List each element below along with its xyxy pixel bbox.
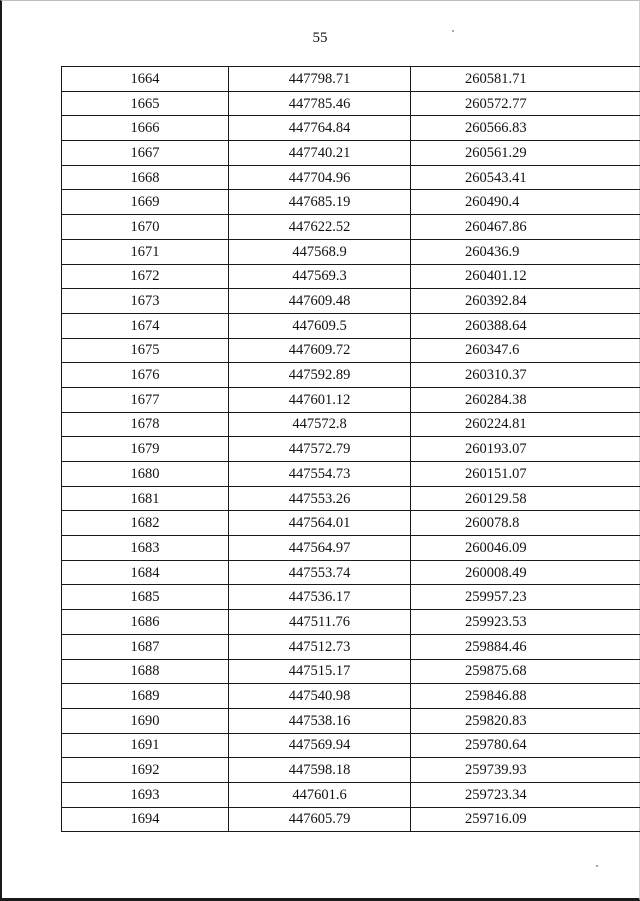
table-row	[62, 511, 640, 536]
point-number-cell: 1693	[62, 782, 229, 807]
point-number-cell: 1670	[62, 215, 229, 240]
y-coordinate-cell: 259875.68	[411, 659, 640, 684]
page-number: 55	[312, 30, 328, 46]
x-coordinate-cell: 447740.21	[229, 141, 411, 166]
point-number-cell: 1677	[62, 387, 229, 412]
y-coordinate-cell: 260566.83	[411, 116, 640, 141]
y-coordinate-cell: 259739.93	[411, 758, 640, 783]
y-coordinate-cell: 259923.53	[411, 610, 640, 635]
y-coordinate-cell: 260224.81	[411, 412, 640, 437]
point-number-cell: 1683	[62, 536, 229, 561]
y-coordinate-cell: 260310.37	[411, 363, 640, 388]
point-number-cell: 1671	[62, 239, 229, 264]
point-number-cell: 1669	[62, 190, 229, 215]
table-row	[62, 733, 640, 758]
table-row	[62, 708, 640, 733]
x-coordinate-cell: 447568.9	[229, 239, 411, 264]
point-number-cell: 1684	[62, 560, 229, 585]
y-coordinate-cell: 260347.6	[411, 338, 640, 363]
y-coordinate-cell: 260046.09	[411, 536, 640, 561]
table-row	[62, 190, 640, 215]
y-coordinate-cell: 260129.58	[411, 486, 640, 511]
table-row	[62, 338, 640, 363]
scan-speck	[452, 30, 454, 32]
x-coordinate-cell: 447572.8	[229, 412, 411, 437]
x-coordinate-cell: 447540.98	[229, 684, 411, 709]
point-number-cell: 1666	[62, 116, 229, 141]
point-number-cell: 1676	[62, 363, 229, 388]
y-coordinate-cell: 260193.07	[411, 437, 640, 462]
table-row	[62, 782, 640, 807]
x-coordinate-cell: 447564.97	[229, 536, 411, 561]
y-coordinate-cell: 260078.8	[411, 511, 640, 536]
point-number-cell: 1667	[62, 141, 229, 166]
table-row	[62, 215, 640, 240]
table-row	[62, 165, 640, 190]
table-row	[62, 91, 640, 116]
y-coordinate-cell: 260490.4	[411, 190, 640, 215]
point-number-cell: 1680	[62, 462, 229, 487]
y-coordinate-cell: 260581.71	[411, 67, 640, 92]
point-number-cell: 1692	[62, 758, 229, 783]
point-number-cell: 1679	[62, 437, 229, 462]
point-number-cell: 1689	[62, 684, 229, 709]
point-number-cell: 1691	[62, 733, 229, 758]
x-coordinate-cell: 447601.6	[229, 782, 411, 807]
x-coordinate-cell: 447564.01	[229, 511, 411, 536]
point-number-cell: 1678	[62, 412, 229, 437]
table-row	[62, 412, 640, 437]
table-row	[62, 560, 640, 585]
x-coordinate-cell: 447764.84	[229, 116, 411, 141]
table-row	[62, 239, 640, 264]
point-number-cell: 1687	[62, 634, 229, 659]
y-coordinate-cell: 259780.64	[411, 733, 640, 758]
x-coordinate-cell: 447592.89	[229, 363, 411, 388]
table-row	[62, 462, 640, 487]
x-coordinate-cell: 447598.18	[229, 758, 411, 783]
point-number-cell: 1686	[62, 610, 229, 635]
x-coordinate-cell: 447553.26	[229, 486, 411, 511]
y-coordinate-cell: 259846.88	[411, 684, 640, 709]
point-number-cell: 1673	[62, 289, 229, 314]
coordinates-table	[61, 66, 640, 832]
y-coordinate-cell: 260561.29	[411, 141, 640, 166]
x-coordinate-cell: 447704.96	[229, 165, 411, 190]
x-coordinate-cell: 447609.72	[229, 338, 411, 363]
y-coordinate-cell: 260392.84	[411, 289, 640, 314]
y-coordinate-cell: 259716.09	[411, 807, 640, 832]
x-coordinate-cell: 447798.71	[229, 67, 411, 92]
y-coordinate-cell: 260436.9	[411, 239, 640, 264]
y-coordinate-cell: 260388.64	[411, 313, 640, 338]
x-coordinate-cell: 447572.79	[229, 437, 411, 462]
x-coordinate-cell: 447512.73	[229, 634, 411, 659]
y-coordinate-cell: 260572.77	[411, 91, 640, 116]
table-row	[62, 659, 640, 684]
point-number-cell: 1674	[62, 313, 229, 338]
x-coordinate-cell: 447515.17	[229, 659, 411, 684]
point-number-cell: 1690	[62, 708, 229, 733]
table-row	[62, 758, 640, 783]
point-number-cell: 1685	[62, 585, 229, 610]
table-row	[62, 289, 640, 314]
y-coordinate-cell: 260284.38	[411, 387, 640, 412]
x-coordinate-cell: 447553.74	[229, 560, 411, 585]
table-row	[62, 363, 640, 388]
x-coordinate-cell: 447569.94	[229, 733, 411, 758]
coordinates-table-body	[62, 67, 640, 832]
point-number-cell: 1681	[62, 486, 229, 511]
x-coordinate-cell: 447511.76	[229, 610, 411, 635]
x-coordinate-cell: 447685.19	[229, 190, 411, 215]
x-coordinate-cell: 447785.46	[229, 91, 411, 116]
table-row	[62, 387, 640, 412]
x-coordinate-cell: 447536.17	[229, 585, 411, 610]
y-coordinate-cell: 259723.34	[411, 782, 640, 807]
x-coordinate-cell: 447601.12	[229, 387, 411, 412]
y-coordinate-cell: 259820.83	[411, 708, 640, 733]
table-row	[62, 585, 640, 610]
y-coordinate-cell: 260543.41	[411, 165, 640, 190]
x-coordinate-cell: 447569.3	[229, 264, 411, 289]
table-row	[62, 486, 640, 511]
point-number-cell: 1672	[62, 264, 229, 289]
y-coordinate-cell: 260151.07	[411, 462, 640, 487]
table-row	[62, 610, 640, 635]
point-number-cell: 1675	[62, 338, 229, 363]
point-number-cell: 1664	[62, 67, 229, 92]
y-coordinate-cell: 260467.86	[411, 215, 640, 240]
y-coordinate-cell: 259957.23	[411, 585, 640, 610]
table-row	[62, 684, 640, 709]
x-coordinate-cell: 447609.48	[229, 289, 411, 314]
x-coordinate-cell: 447622.52	[229, 215, 411, 240]
point-number-cell: 1694	[62, 807, 229, 832]
y-coordinate-cell: 260008.49	[411, 560, 640, 585]
table-row	[62, 264, 640, 289]
x-coordinate-cell: 447609.5	[229, 313, 411, 338]
table-row	[62, 141, 640, 166]
table-row	[62, 536, 640, 561]
table-row	[62, 437, 640, 462]
table-row	[62, 313, 640, 338]
point-number-cell: 1688	[62, 659, 229, 684]
x-coordinate-cell: 447538.16	[229, 708, 411, 733]
point-number-cell: 1668	[62, 165, 229, 190]
point-number-cell: 1665	[62, 91, 229, 116]
y-coordinate-cell: 260401.12	[411, 264, 640, 289]
x-coordinate-cell: 447554.73	[229, 462, 411, 487]
y-coordinate-cell: 259884.46	[411, 634, 640, 659]
x-coordinate-cell: 447605.79	[229, 807, 411, 832]
table-row	[62, 634, 640, 659]
table-row	[62, 116, 640, 141]
table-row	[62, 807, 640, 832]
scan-speck	[596, 865, 598, 867]
table-row	[62, 67, 640, 92]
point-number-cell: 1682	[62, 511, 229, 536]
